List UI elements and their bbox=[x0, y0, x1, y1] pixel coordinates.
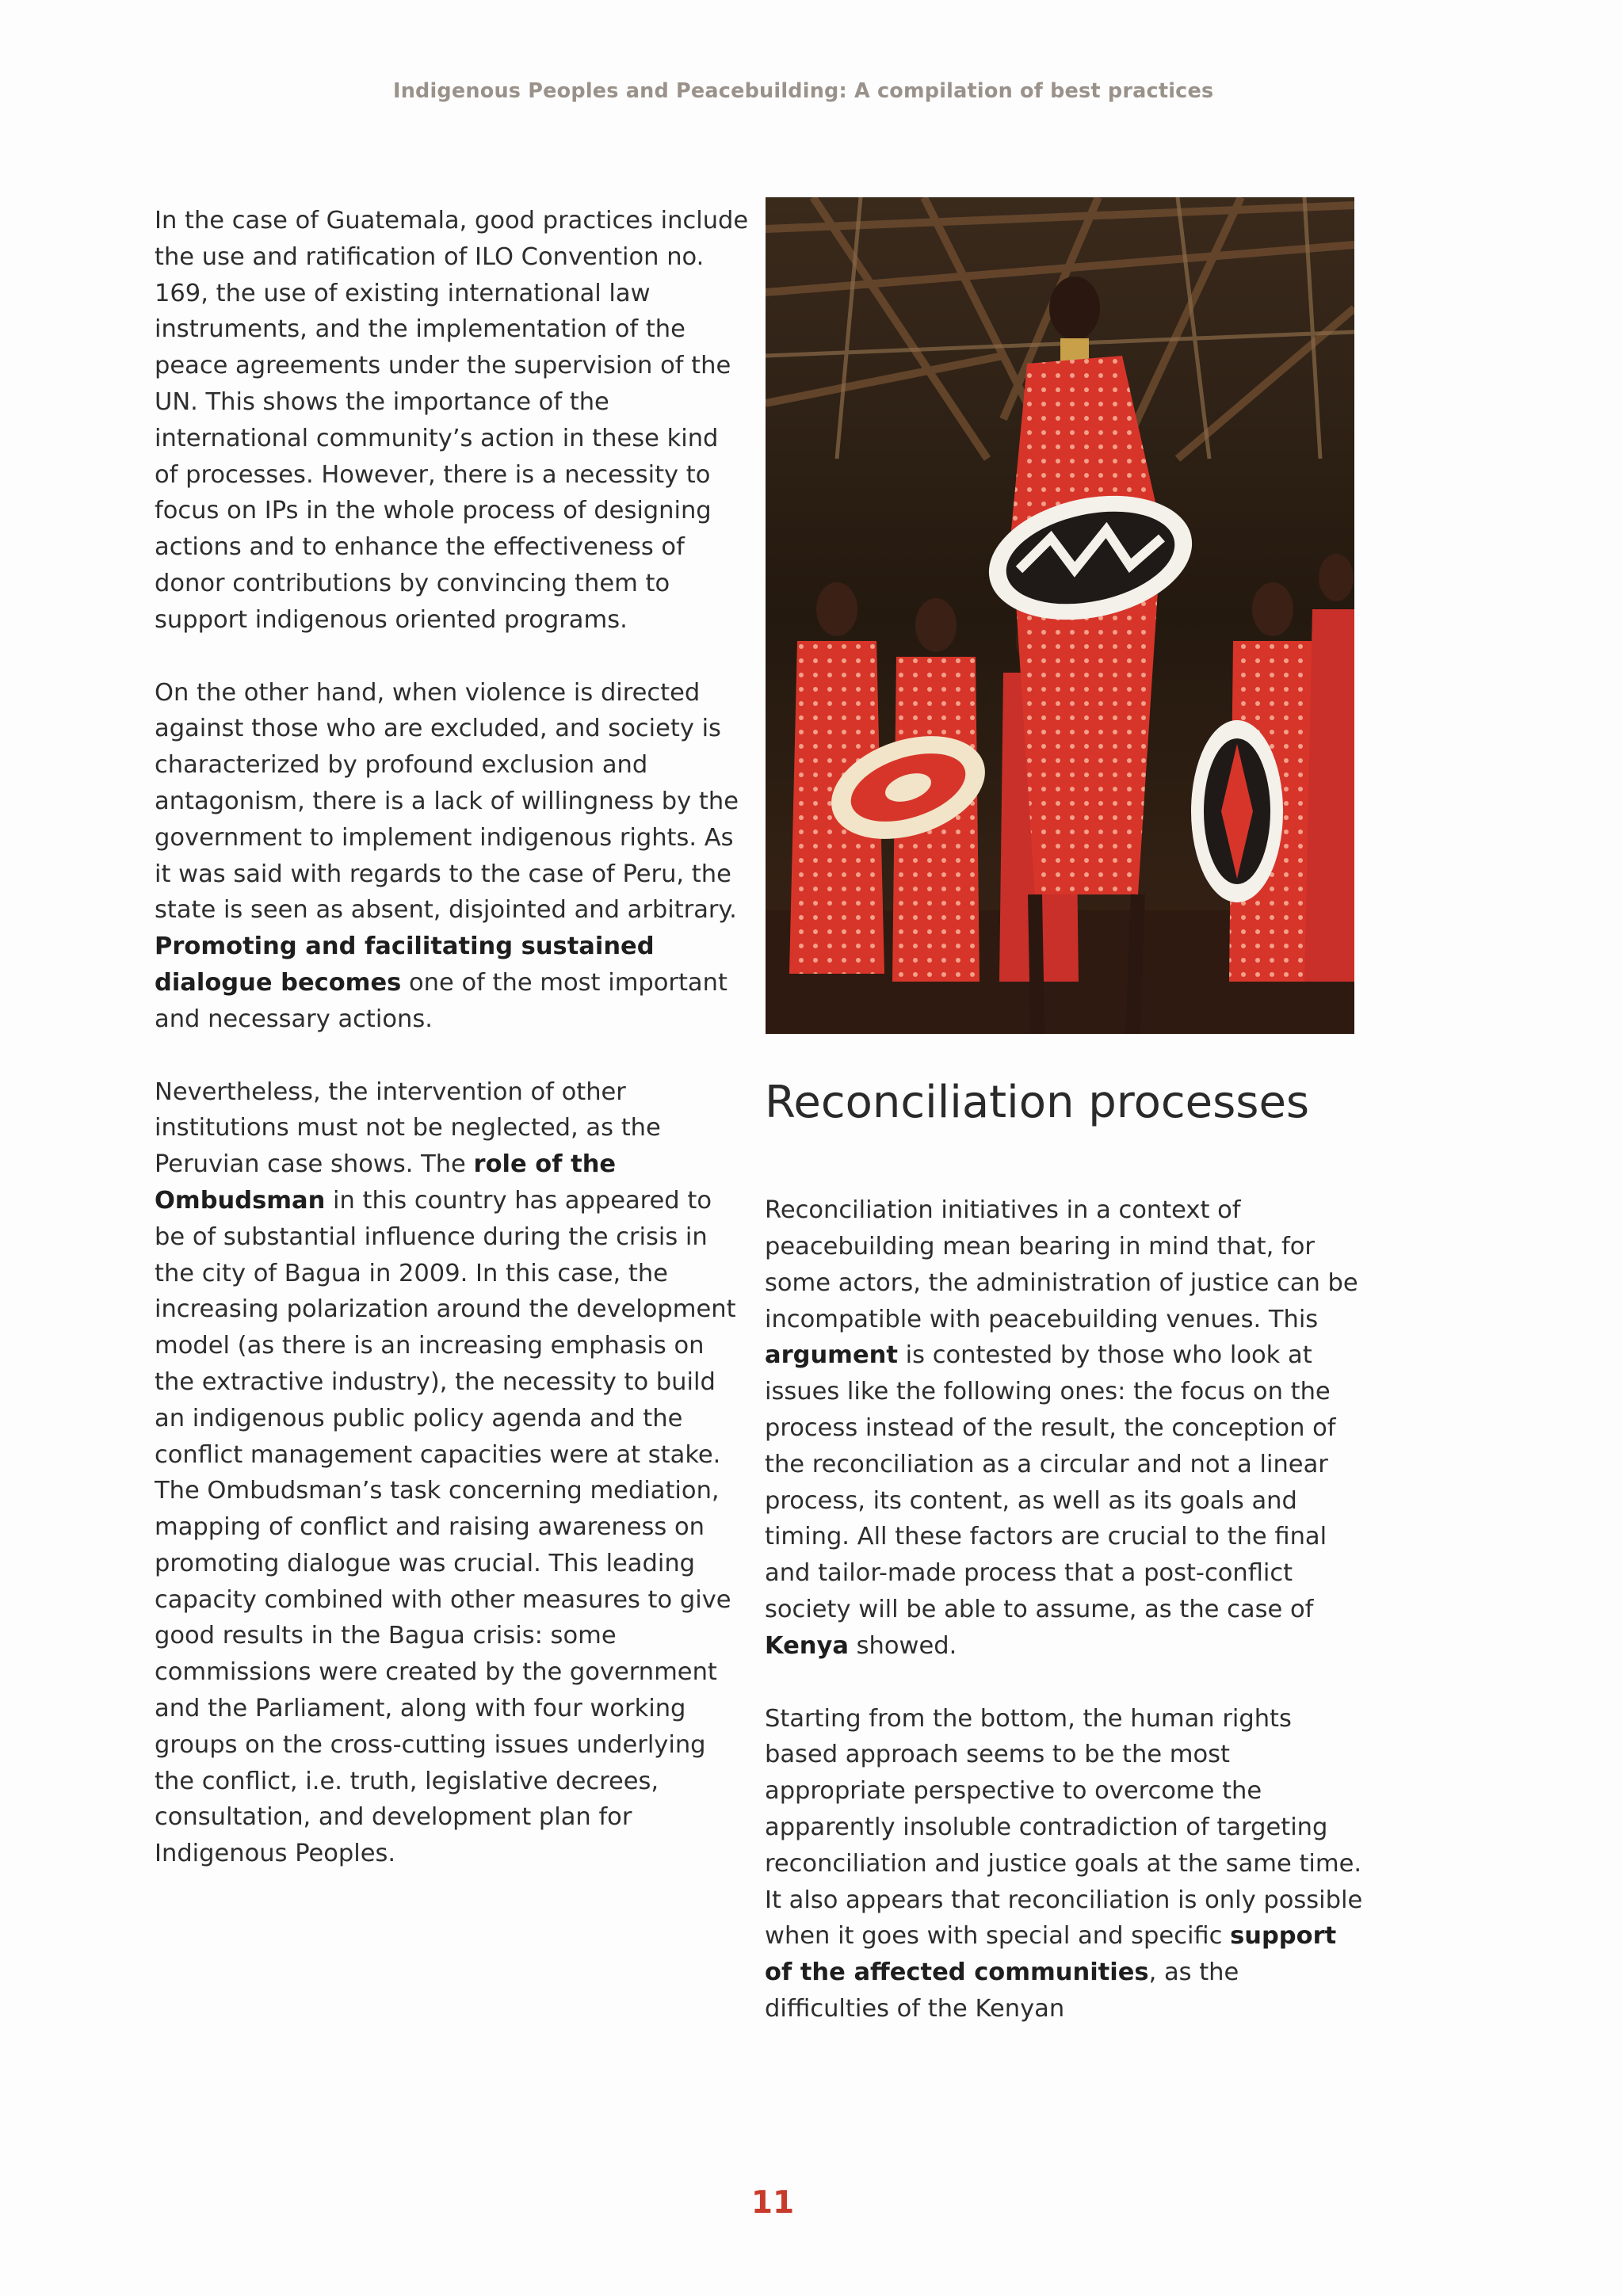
text-span: in this country has appeared to be of substantial influence during the crisis in the city of Bagua in 2009. In this case, the increasing polarization around the development model (as there is an increasing emphasis on the extractive industry), the necessity to build an indigenous public policy agenda and the conflict management capacities were at stake. The Ombudsman’s task concerning mediation, mapping of conflict and raising awareness on promoting dialogue was crucial. This leading capacity combined with other measures to give good results in the Bagua crisis: some commissions were created by the government and the Parliament, along with four working groups on the cross-cutting issues underlying the conflict, i.e. truth, legislative decrees, consultation, and development plan for Indigenous Peoples. bbox=[155, 1186, 736, 1868]
bold-phrase-ombudsman: role of the Ombudsman bbox=[155, 1150, 617, 1215]
paragraph-ombudsman bbox=[155, 1074, 749, 1873]
bold-phrase-affected-communities: support of the affected communities bbox=[765, 1922, 1337, 1987]
text-span: Reconciliation initiatives in a context of peacebuilding mean bearing in mind that, for some actors, the administration of justice can be incompatible with peacebuilding venues. This bbox=[765, 1196, 1358, 1333]
paragraph-peru-dialogue bbox=[155, 675, 749, 1038]
left-column bbox=[155, 203, 749, 1909]
bold-phrase-dialogue: Promoting and facilitating sustained dialogue becomes bbox=[155, 933, 655, 997]
text-span: is contested by those who look at issues like the following ones: the focus on the process instead of the result, the conception of the reconciliation as a circular and not a linear process, its content, as well as its goals and timing. All these factors are crucial to the final and tailor-made process that a post-conflict society will be able to assume, as the case of bbox=[765, 1341, 1336, 1623]
bold-word-argument: argument bbox=[765, 1341, 898, 1370]
photo-maasai-dancers bbox=[766, 197, 1354, 1034]
paragraph-human-rights bbox=[765, 1701, 1367, 2027]
section-heading-reconciliation: Reconciliation processes bbox=[765, 1077, 1310, 1128]
bold-word-kenya: Kenya bbox=[765, 1631, 849, 1660]
text-span: Nevertheless, the intervention of other institutions must not be neglected, as the Peruvian case shows. The bbox=[155, 1077, 661, 1179]
text-span: one of the most important and necessary actions. bbox=[155, 968, 727, 1033]
text-span: On the other hand, when violence is directed against those who are excluded, and society is characterized by profound exclusion and antagonism, there is a lack of willingness by the government to implement indigenous rights. As it was said with regards to the case of Peru, the state is seen as absent, disjointed and arbitrary. bbox=[155, 678, 739, 925]
right-column bbox=[765, 1076, 1367, 2064]
running-header: Indigenous Peoples and Peacebuilding: A compilation of best practices bbox=[393, 79, 1214, 103]
text-span: showed. bbox=[848, 1631, 957, 1660]
page-number: 11 bbox=[750, 2185, 795, 2221]
photo-illustration bbox=[766, 197, 1354, 1034]
paragraph-reconciliation bbox=[765, 1192, 1367, 1664]
text-span: , as the difficulties of the Kenyan bbox=[765, 1958, 1239, 2023]
paragraph-guatemala: In the case of Guatemala, good practices include the use and ratification of ILO Convention no. 169, the use of existing international law instruments, and the implementation of the peace agreements under the supervision of the UN. This shows the importance of the international community’s action in these kind of processes. However, there is a necessity to focus on IPs in the whole process of designing actions and to enhance the effectiveness of donor contributions by convincing them to support indigenous oriented programs. bbox=[155, 207, 749, 634]
text-span: Starting from the bottom, the human rights based approach seems to be the most appropriate perspective to overcome the apparently insoluble contradiction of targeting reconciliation and justice goals at the same time. It also appears that reconciliation is only possible when it goes with special and specific bbox=[765, 1704, 1363, 1951]
